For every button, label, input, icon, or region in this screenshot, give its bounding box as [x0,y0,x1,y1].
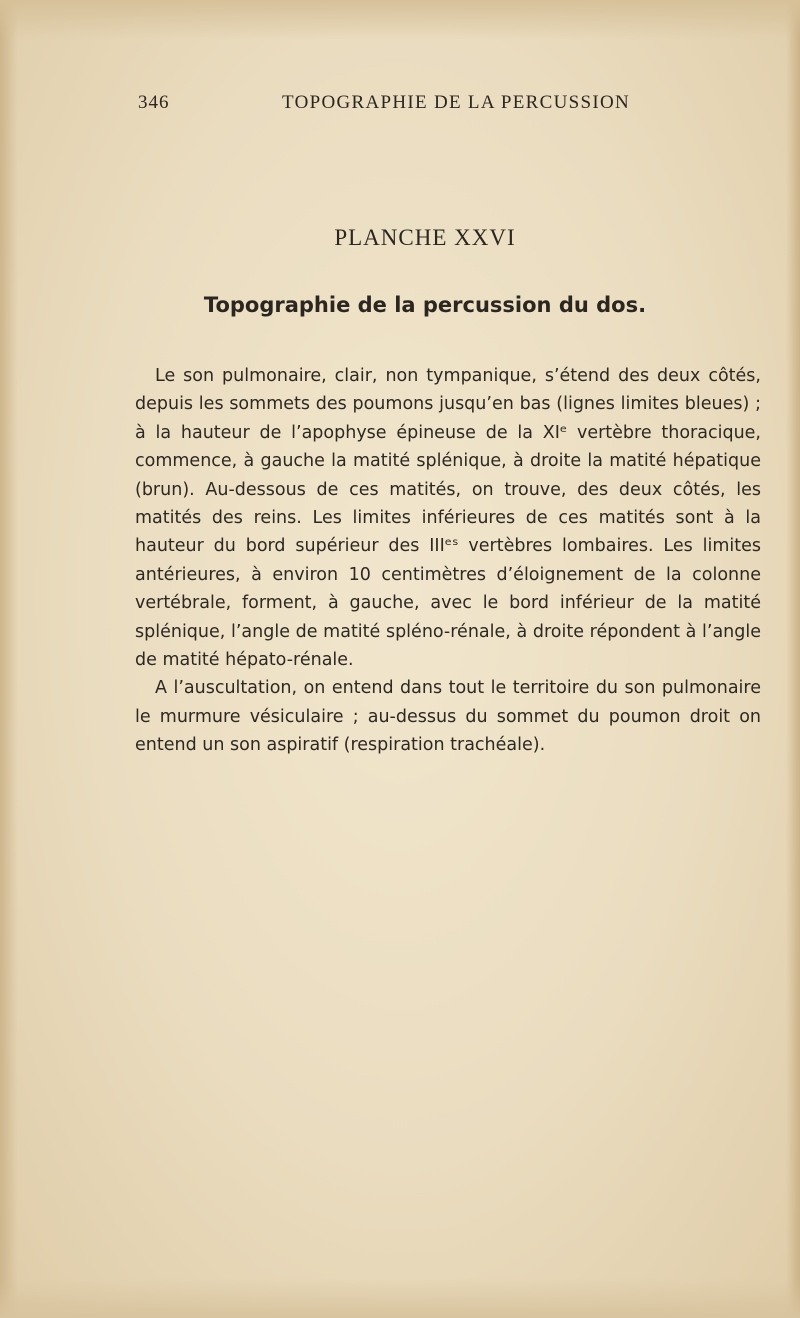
body-text [135,362,761,760]
page-edge-left [0,0,18,1318]
page-edge-right [786,0,800,1318]
page-number: 346 [138,92,170,113]
paragraph-2: A l’auscultation, on entend dans tout le territoire du son pulmonaire le murmure vésiculaire ; au-dessus du sommet du poumon droit on entend un son aspiratif (respiration trachéale). [135,678,761,756]
page-edge-top [0,0,800,40]
running-header [138,92,658,118]
section-title: Topographie de la percussion du dos. [203,293,647,317]
running-title: TOPOGRAPHIE DE LA PERCUSSION [282,92,631,113]
paragraph-1: Le son pulmonaire, clair, non tympanique, s’étend des deux côtés, depuis les sommets des poumons jusqu’en bas (lignes limites bleues) ; à la hauteur de l’apophyse épineuse de la XIᵉ vertèbre thoracique, commence, à gauche la matité splénique, à droite la matité hépatique (brun). Au-dessous de ces matités, on trouve, des deux côtés, les matités des reins. Les limites inférieures de ces matités sont à la hauteur du bord supérieur des IIIᵉˢ vertèbres lombaires. Les limites antérieures, à environ 10 centimètres d’éloignement de la colonne vertébrale, forment, à gauche, avec le bord inférieur de la matité splénique, l’angle de matité spléno-rénale, à droite répondent à l’angle de matité hépato-rénale. [135,366,761,671]
plate-title: PLANCHE XXVI [334,225,516,250]
page-edge-bottom [0,1278,800,1318]
